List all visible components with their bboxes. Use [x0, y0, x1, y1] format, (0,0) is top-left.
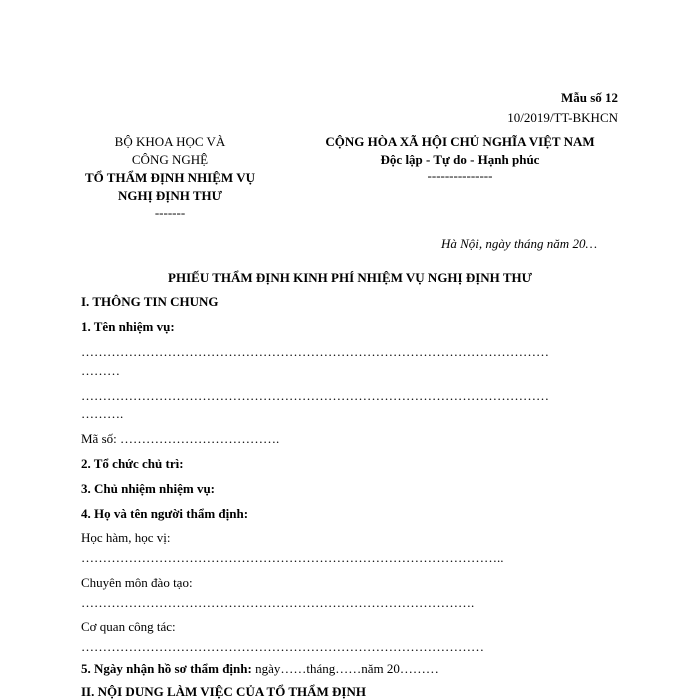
right-header-divider: --------------- [427, 168, 493, 183]
section2-heading: II. NỘI DUNG LÀM VIỆC CỦA TỔ THẨM ĐỊNH [81, 684, 366, 699]
committee-name-line2: NGHỊ ĐỊNH THƯ [117, 188, 222, 203]
task-code-line: Mã số: ………………………………. [81, 431, 280, 446]
task-name-label: 1. Tên nhiệm vụ: [81, 319, 175, 334]
form-number: Mẫu số 12 [560, 90, 618, 105]
appraiser-name-label: 4. Họ và tên người thẩm định: [81, 506, 249, 521]
ministry-name-line2: CÔNG NGHỆ [131, 152, 209, 167]
place-date: Hà Nội, ngày tháng năm 20… [441, 236, 597, 251]
degree-label: Học hàm, học vị: [81, 530, 171, 545]
task-name-dots-line2: ……………………………………………………………………………………………… [81, 388, 549, 403]
national-motto: Độc lập - Tự do - Hạnh phúc [380, 152, 540, 167]
host-organization-label: 2. Tổ chức chủ trì: [81, 456, 184, 471]
national-title: CỘNG HÒA XÃ HỘI CHỦ NGHĨA VIỆT NAM [325, 134, 595, 149]
major-dots: ………………………………………………………………………………. [81, 595, 475, 610]
degree-dots: …………………………………………………………………………………….. [81, 550, 504, 565]
workplace-label: Cơ quan công tác: [81, 619, 176, 634]
task-name-dots-line1-cont: ……… [81, 363, 120, 378]
receipt-date-label: 5. Ngày nhận hồ sơ thẩm định: [81, 661, 252, 676]
left-header-divider: ------- [154, 205, 186, 220]
task-name-dots-line1: ……………………………………………………………………………………………… [81, 344, 549, 359]
receipt-date-line [81, 661, 439, 677]
task-leader-label: 3. Chủ nhiệm nhiệm vụ: [81, 481, 215, 496]
workplace-dots: ………………………………………………………………………………… [81, 639, 484, 654]
circular-reference: 10/2019/TT-BKHCN [507, 110, 618, 125]
task-name-dots-line2-cont: ………. [81, 406, 124, 421]
receipt-date-value: ngày……tháng……năm 20……… [251, 661, 439, 676]
document-title: PHIẾU THẨM ĐỊNH KINH PHÍ NHIỆM VỤ NGHỊ ĐỊNH THƯ [168, 270, 532, 285]
major-label: Chuyên môn đào tạo: [81, 575, 193, 590]
committee-name-line1: TỔ THẨM ĐỊNH NHIỆM VỤ [85, 170, 255, 185]
ministry-name-line1: BỘ KHOA HỌC VÀ [114, 134, 226, 149]
section1-heading: I. THÔNG TIN CHUNG [81, 294, 219, 309]
